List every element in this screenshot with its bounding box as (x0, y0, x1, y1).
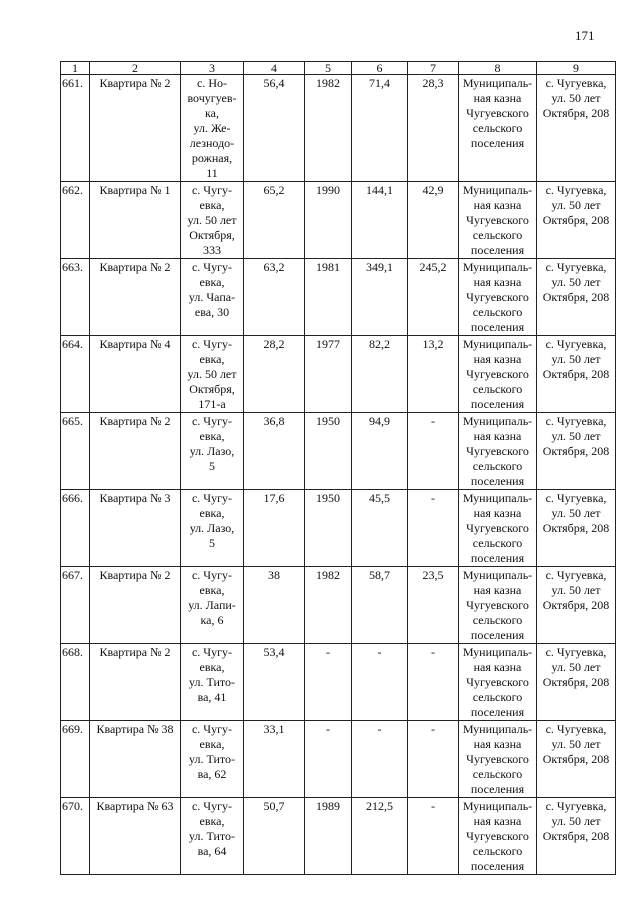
table-row (61, 259, 616, 336)
col7-value-cell: - (408, 413, 459, 490)
col7-value-cell: 42,9 (408, 182, 459, 259)
row-number-cell: 670. (61, 798, 90, 875)
col5-value-cell: - (305, 644, 352, 721)
address-cell: с. Чугу- евка, ул. 50 лет Октября, 171-а (181, 336, 244, 413)
row-number-cell: 662. (61, 182, 90, 259)
column-header: 3 (181, 62, 244, 75)
object-name-cell: Квартира № 2 (90, 413, 181, 490)
col5-value-cell: 1982 (305, 75, 352, 182)
column-header: 1 (61, 62, 90, 75)
object-name-cell: Квартира № 38 (90, 721, 181, 798)
location-cell: с. Чугуевка, ул. 50 лет Октября, 208 (537, 644, 616, 721)
column-header: 4 (244, 62, 305, 75)
location-cell: с. Чугуевка, ул. 50 лет Октября, 208 (537, 721, 616, 798)
col5-value-cell: 1990 (305, 182, 352, 259)
object-name-cell: Квартира № 63 (90, 798, 181, 875)
owner-cell: Муниципаль- ная казна Чугуевского сельского поселения (459, 75, 537, 182)
col4-value-cell: 63,2 (244, 259, 305, 336)
col6-value-cell: 71,4 (352, 75, 408, 182)
table-row (61, 182, 616, 259)
table-header-row (61, 62, 616, 75)
column-header: 7 (408, 62, 459, 75)
col7-value-cell: 23,5 (408, 567, 459, 644)
object-name-cell: Квартира № 3 (90, 490, 181, 567)
row-number-cell: 668. (61, 644, 90, 721)
col6-value-cell: 212,5 (352, 798, 408, 875)
col4-value-cell: 33,1 (244, 721, 305, 798)
address-cell: с. Но- вочугуев- ка, ул. Же- лезнодо- рожная, 11 (181, 75, 244, 182)
col6-value-cell: 82,2 (352, 336, 408, 413)
row-number-cell: 661. (61, 75, 90, 182)
location-cell: с. Чугуевка, ул. 50 лет Октября, 208 (537, 490, 616, 567)
column-header: 5 (305, 62, 352, 75)
col7-value-cell: 28,3 (408, 75, 459, 182)
col4-value-cell: 53,4 (244, 644, 305, 721)
col5-value-cell: 1982 (305, 567, 352, 644)
table-row (61, 490, 616, 567)
address-cell: с. Чугу- евка, ул. Лазо, 5 (181, 490, 244, 567)
col4-value-cell: 17,6 (244, 490, 305, 567)
owner-cell: Муниципаль- ная казна Чугуевского сельского поселения (459, 259, 537, 336)
location-cell: с. Чугуевка, ул. 50 лет Октября, 208 (537, 182, 616, 259)
object-name-cell: Квартира № 2 (90, 259, 181, 336)
col7-value-cell: 13,2 (408, 336, 459, 413)
address-cell: с. Чугу- евка, ул. Тито- ва, 64 (181, 798, 244, 875)
col4-value-cell: 56,4 (244, 75, 305, 182)
col4-value-cell: 65,2 (244, 182, 305, 259)
column-header: 6 (352, 62, 408, 75)
location-cell: с. Чугуевка, ул. 50 лет Октября, 208 (537, 75, 616, 182)
col4-value-cell: 50,7 (244, 798, 305, 875)
col5-value-cell: 1977 (305, 336, 352, 413)
owner-cell: Муниципаль- ная казна Чугуевского сельского поселения (459, 182, 537, 259)
address-cell: с. Чугу- евка, ул. 50 лет Октября, 333 (181, 182, 244, 259)
object-name-cell: Квартира № 1 (90, 182, 181, 259)
column-header: 9 (537, 62, 616, 75)
owner-cell: Муниципаль- ная казна Чугуевского сельского поселения (459, 567, 537, 644)
row-number-cell: 667. (61, 567, 90, 644)
address-cell: с. Чугу- евка, ул. Чапа- ева, 30 (181, 259, 244, 336)
col6-value-cell: 58,7 (352, 567, 408, 644)
col6-value-cell: - (352, 721, 408, 798)
row-number-cell: 665. (61, 413, 90, 490)
location-cell: с. Чугуевка, ул. 50 лет Октября, 208 (537, 798, 616, 875)
owner-cell: Муниципаль- ная казна Чугуевского сельского поселения (459, 721, 537, 798)
row-number-cell: 666. (61, 490, 90, 567)
col7-value-cell: - (408, 490, 459, 567)
owner-cell: Муниципаль- ная казна Чугуевского сельского поселения (459, 644, 537, 721)
col7-value-cell: 245,2 (408, 259, 459, 336)
col5-value-cell: - (305, 721, 352, 798)
object-name-cell: Квартира № 2 (90, 75, 181, 182)
col6-value-cell: 144,1 (352, 182, 408, 259)
col6-value-cell: - (352, 644, 408, 721)
owner-cell: Муниципаль- ная казна Чугуевского сельского поселения (459, 336, 537, 413)
row-number-cell: 663. (61, 259, 90, 336)
table-row (61, 336, 616, 413)
page-number: 171 (575, 28, 595, 43)
owner-cell: Муниципаль- ная казна Чугуевского сельского поселения (459, 413, 537, 490)
table-row (61, 413, 616, 490)
location-cell: с. Чугуевка, ул. 50 лет Октября, 208 (537, 336, 616, 413)
address-cell: с. Чугу- евка, ул. Лазо, 5 (181, 413, 244, 490)
object-name-cell: Квартира № 2 (90, 644, 181, 721)
address-cell: с. Чугу- евка, ул. Тито- ва, 62 (181, 721, 244, 798)
col7-value-cell: - (408, 798, 459, 875)
table-row (61, 798, 616, 875)
col7-value-cell: - (408, 721, 459, 798)
column-header: 2 (90, 62, 181, 75)
column-header: 8 (459, 62, 537, 75)
col4-value-cell: 28,2 (244, 336, 305, 413)
table-row (61, 567, 616, 644)
col4-value-cell: 38 (244, 567, 305, 644)
col5-value-cell: 1989 (305, 798, 352, 875)
owner-cell: Муниципаль- ная казна Чугуевского сельского поселения (459, 798, 537, 875)
owner-cell: Муниципаль- ная казна Чугуевского сельского поселения (459, 490, 537, 567)
location-cell: с. Чугуевка, ул. 50 лет Октября, 208 (537, 567, 616, 644)
col6-value-cell: 94,9 (352, 413, 408, 490)
col5-value-cell: 1981 (305, 259, 352, 336)
address-cell: с. Чугу- евка, ул. Лапи- ка, 6 (181, 567, 244, 644)
location-cell: с. Чугуевка, ул. 50 лет Октября, 208 (537, 413, 616, 490)
col4-value-cell: 36,8 (244, 413, 305, 490)
col6-value-cell: 45,5 (352, 490, 408, 567)
table-row (61, 644, 616, 721)
object-name-cell: Квартира № 2 (90, 567, 181, 644)
col6-value-cell: 349,1 (352, 259, 408, 336)
row-number-cell: 664. (61, 336, 90, 413)
col7-value-cell: - (408, 644, 459, 721)
col5-value-cell: 1950 (305, 413, 352, 490)
property-registry-table (60, 61, 616, 875)
address-cell: с. Чугу- евка, ул. Тито- ва, 41 (181, 644, 244, 721)
table-body (61, 62, 616, 875)
row-number-cell: 669. (61, 721, 90, 798)
col5-value-cell: 1950 (305, 490, 352, 567)
object-name-cell: Квартира № 4 (90, 336, 181, 413)
table-row (61, 75, 616, 182)
location-cell: с. Чугуевка, ул. 50 лет Октября, 208 (537, 259, 616, 336)
table-row (61, 721, 616, 798)
